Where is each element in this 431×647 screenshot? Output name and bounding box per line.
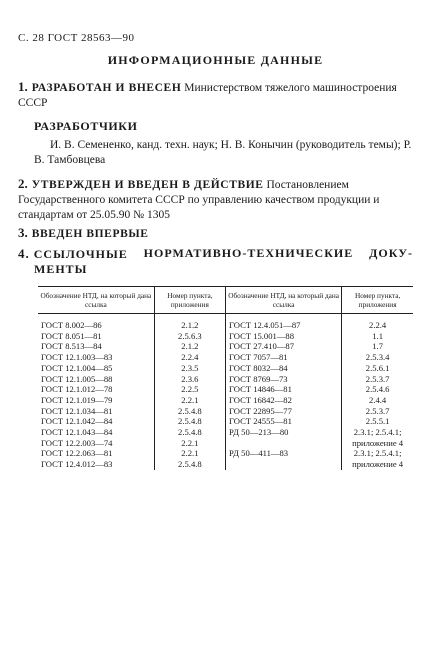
clause-number-cell: 2.5.3.7 — [342, 406, 413, 417]
section-number: 2. — [18, 176, 28, 191]
table-body — [38, 314, 413, 470]
clause-number-cell: 2.4.4 — [342, 395, 413, 406]
ntd-designation-cell: ГОСТ 12.1.004—85 — [41, 362, 113, 373]
ntd-designation-cell: ГОСТ 12.2.063—81 — [41, 448, 113, 459]
section-number: 4. — [18, 246, 30, 261]
table-row — [38, 384, 413, 395]
clause-number-cell: 1.7 — [342, 341, 413, 352]
column-header: Обозначение НТД, на который дана ссылка — [226, 287, 342, 314]
table-row — [38, 406, 413, 417]
clause-number-cell: 2.5.3.7 — [342, 374, 413, 385]
ntd-designation-cell: ГОСТ 12.4.051—87 — [226, 314, 342, 331]
section-number: 1. — [18, 79, 28, 94]
clause-number-cell: 2.3.5 — [154, 363, 225, 374]
ntd-designation-cell — [226, 459, 342, 470]
ntd-designation-cell: ГОСТ 12.1.042—84 — [41, 416, 113, 427]
clause-number-cell: 2.2.5 — [154, 384, 225, 395]
ntd-designation-cell: ГОСТ 12.2.003—74 — [41, 437, 113, 448]
ntd-designation-cell: ГОСТ 8.002—86 — [41, 320, 102, 330]
table-row — [38, 341, 413, 352]
table-row — [38, 448, 413, 459]
section-text: Постановлением Государственного комитета СССР по управлению качеством продукции и стандартам от 25.05.90 № 1305 — [18, 179, 380, 221]
clause-number-cell: 2.5.4.6 — [342, 384, 413, 395]
section-2 — [18, 176, 413, 223]
section-heading: УТВЕРЖДЕН И ВВЕДЕН В ДЕЙСТВИЕ — [31, 179, 264, 191]
clause-number-cell: 2.2.1 — [154, 395, 225, 406]
ntd-designation-cell: ГОСТ 22895—77 — [226, 406, 342, 417]
ntd-designation-cell: ГОСТ 8032—84 — [226, 363, 342, 374]
table-row — [38, 459, 413, 470]
table-row — [38, 374, 413, 385]
ntd-designation-cell: ГОСТ 8.513—84 — [41, 341, 102, 352]
table-row — [38, 438, 413, 449]
section-heading: РАЗРАБОТАН И ВНЕСЕН — [31, 82, 182, 94]
clause-number-cell: приложение 4 — [342, 459, 413, 470]
clause-number-cell: 2.5.4.8 — [154, 416, 225, 427]
section-word: ДОКУ- — [369, 246, 413, 260]
ntd-designation-cell: ГОСТ 12.1.003—83 — [41, 352, 113, 363]
section-heading: ВВЕДЕН ВПЕРВЫЕ — [31, 228, 149, 240]
section-word: МЕНТЫ — [34, 262, 88, 276]
clause-number-cell: 2.3.1; 2.5.4.1; — [342, 427, 413, 438]
ntd-designation-cell: ГОСТ 8.051—81 — [41, 330, 102, 341]
table-row — [38, 352, 413, 363]
ntd-designation-cell: РД 50—411—83 — [226, 448, 342, 459]
table-row — [38, 395, 413, 406]
reference-table — [38, 286, 413, 470]
clause-number-cell: 2.5.3.4 — [342, 352, 413, 363]
page-title: ИНФОРМАЦИОННЫЕ ДАННЫЕ — [107, 53, 324, 67]
developers-heading: РАЗРАБОТЧИКИ — [34, 119, 138, 133]
section-text: Министерством тяжелого машиностроения СССР — [18, 82, 397, 109]
column-header: Номер пункта, приложения — [342, 287, 413, 314]
ntd-designation-cell: ГОСТ 12.1.034—81 — [41, 405, 113, 416]
table-row — [38, 363, 413, 374]
clause-number-cell: 2.2.1 — [154, 438, 225, 449]
clause-number-cell: 2.3.1; 2.5.4.1; — [342, 448, 413, 459]
section-4 — [18, 246, 413, 277]
section-1 — [18, 79, 413, 111]
table-row — [38, 416, 413, 427]
ntd-designation-cell: ГОСТ 12.4.012—83 — [41, 459, 113, 470]
clause-number-cell: 2.2.4 — [154, 352, 225, 363]
clause-number-cell: 2.1.2 — [154, 314, 225, 331]
clause-number-cell: 2.5.5.1 — [342, 416, 413, 427]
ntd-designation-cell: ГОСТ 16842—82 — [226, 395, 342, 406]
ntd-designation-cell: ГОСТ 8769—73 — [226, 374, 342, 385]
ntd-designation-cell: ГОСТ 12.1.012—78 — [41, 384, 113, 395]
clause-number-cell: 2.1.2 — [154, 341, 225, 352]
column-header: Номер пункта, приложения — [154, 287, 225, 314]
ntd-designation-cell: ГОСТ 24555—81 — [226, 416, 342, 427]
column-header: Обозначение НТД, на который дана ссылка — [38, 287, 154, 314]
page-header: С. 28 ГОСТ 28563—90 — [18, 32, 135, 44]
table-row — [38, 314, 413, 331]
ntd-designation-cell: ГОСТ 12.1.019—79 — [41, 394, 113, 405]
table-row — [38, 331, 413, 342]
ntd-designation-cell: ГОСТ 12.1.005—88 — [41, 373, 113, 384]
ntd-designation-cell: ГОСТ 14846—81 — [226, 384, 342, 395]
clause-number-cell: 2.2.4 — [342, 314, 413, 331]
clause-number-cell: 2.5.6.1 — [342, 363, 413, 374]
developers-text: И. В. Семененко, канд. техн. наук; Н. В. Конычин (руководитель темы); Р. В. Тамбовцева — [34, 139, 412, 166]
clause-number-cell: 1.1 — [342, 331, 413, 342]
clause-number-cell: 2.5.4.8 — [154, 459, 225, 470]
clause-number-cell: 2.2.1 — [154, 448, 225, 459]
ntd-designation-cell: РД 50—213—80 — [226, 427, 342, 438]
clause-number-cell: 2.3.6 — [154, 374, 225, 385]
clause-number-cell: приложение 4 — [342, 438, 413, 449]
clause-number-cell: 2.5.4.8 — [154, 427, 225, 438]
section-3 — [18, 225, 413, 242]
ntd-designation-cell: ГОСТ 7057—81 — [226, 352, 342, 363]
clause-number-cell: 2.5.4.8 — [154, 406, 225, 417]
section-number: 3. — [18, 225, 28, 240]
ntd-designation-cell: ГОСТ 12.1.043—84 — [41, 427, 113, 438]
section-word: ССЫЛОЧНЫЕ — [33, 247, 128, 261]
ntd-designation-cell — [226, 438, 342, 449]
section-word: НОРМАТИВНО-ТЕХНИЧЕСКИЕ — [143, 246, 354, 260]
table-row — [38, 427, 413, 438]
ntd-designation-cell: ГОСТ 27.410—87 — [226, 341, 342, 352]
clause-number-cell: 2.5.6.3 — [154, 331, 225, 342]
ntd-designation-cell: ГОСТ 15.001—88 — [226, 331, 342, 342]
